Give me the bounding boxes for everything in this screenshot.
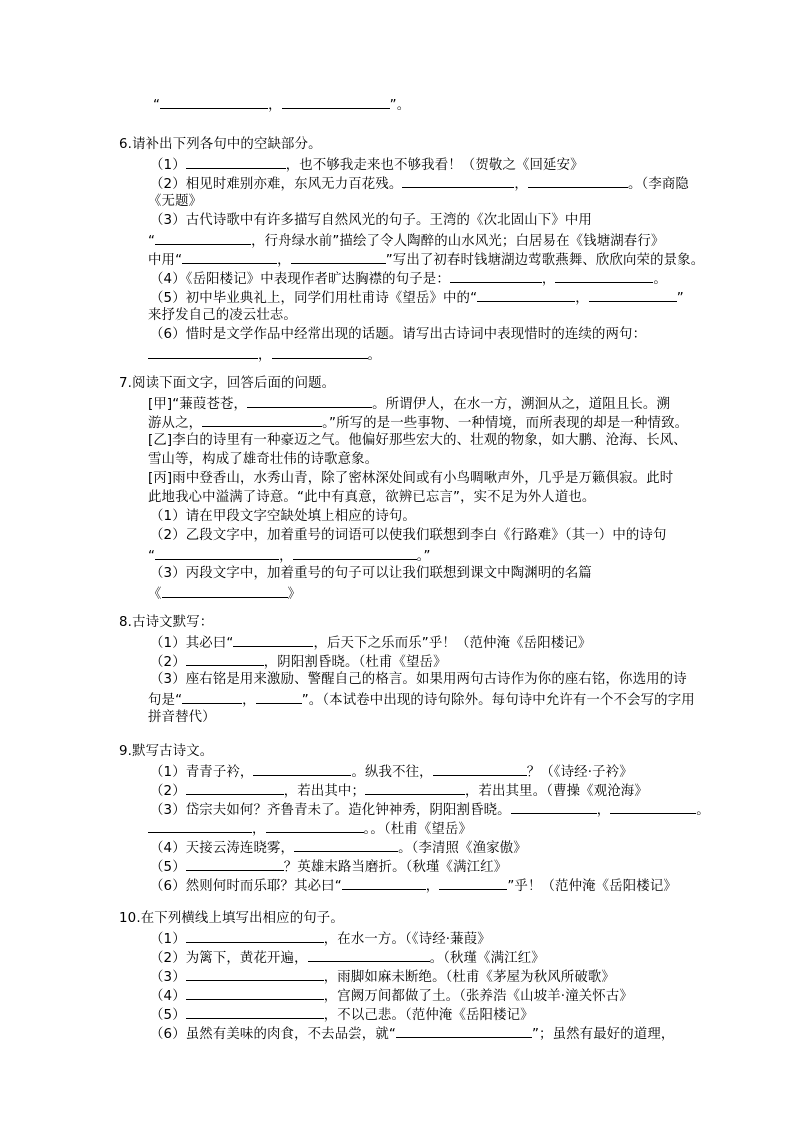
- blank[interactable]: [589, 287, 677, 302]
- q10-sub-3: （3） ，雨脚如麻未断绝。（杜甫《茅屋为秋风所破歌》: [150, 966, 615, 985]
- question-6-title: 6.请补出下列各句中的空缺部分。: [119, 137, 322, 152]
- question-9-title: 9.默写古诗文。: [119, 744, 214, 759]
- q10-sub-4: （4） ，宫阙万间都做了土。（张养浩《山坡羊·潼关怀古》: [150, 985, 633, 1004]
- blank[interactable]: [186, 651, 264, 666]
- q7-para-jia: [甲]“蒹葭苍苍， 。所谓伊人，在水一方，溯洄从之，道阻且长。溯: [148, 393, 670, 412]
- blank[interactable]: [282, 94, 390, 109]
- q7-para-bing-cont: 此地我心中溢满了诗意。“此中有真意，欲辨已忘言”，实不足为外人道也。: [148, 490, 596, 505]
- blank[interactable]: [186, 1004, 324, 1019]
- q10-sub-5: （5） ，不以己悲。（范仲淹《岳阳楼记》: [150, 1004, 534, 1023]
- blank[interactable]: [610, 799, 696, 814]
- blank[interactable]: [182, 249, 277, 264]
- blank[interactable]: [253, 761, 351, 776]
- q6-item-2: （2）相见时难别亦难，东风无力百花残。 ， 。（李商隐: [150, 173, 689, 192]
- q7-para-jia-cont: 游从之， 。”所写的是一些事物、一种情境，而所表现的却是一种情致。: [148, 412, 688, 431]
- question-10-title: 10.在下列横线上填写出相应的句子。: [119, 911, 344, 926]
- q7-sub-3-cont: 《 》: [148, 583, 301, 602]
- blank[interactable]: [186, 966, 324, 981]
- q7-sub-2: （2）乙段文字中，加着重号的词语可以使我们联想到李白《行路难》（其一）中的诗句: [150, 528, 667, 543]
- q7-sub-3: （3）丙段文字中，加着重号的句子可以让我们联想到课文中陶渊明的名篇: [150, 566, 592, 581]
- blank[interactable]: [266, 818, 364, 833]
- q9-sub-3: （3）岱宗夫如何？齐鲁青未了。造化钟神秀，阴阳割昏晓。 ， 。: [150, 799, 710, 818]
- blank[interactable]: [396, 1023, 532, 1038]
- blank[interactable]: [342, 875, 426, 890]
- blank[interactable]: [477, 287, 575, 302]
- q7-sub-2-cont: “ ， 。”: [148, 545, 431, 564]
- question-8-title: 8.古诗文默写：: [119, 615, 214, 630]
- blank[interactable]: [272, 344, 368, 359]
- blank[interactable]: [148, 344, 258, 359]
- blank[interactable]: [233, 632, 313, 647]
- blank[interactable]: [202, 412, 322, 427]
- blank[interactable]: [186, 154, 286, 169]
- blank[interactable]: [155, 545, 279, 560]
- blank[interactable]: [528, 173, 628, 188]
- blank[interactable]: [186, 780, 284, 795]
- q8-sub-1: （1）其必曰“ ，后天下之乐而乐”乎！（范仲淹《岳阳楼记》: [150, 632, 591, 651]
- blank[interactable]: [293, 545, 417, 560]
- blank[interactable]: [186, 856, 284, 871]
- blank[interactable]: [308, 947, 430, 962]
- blank[interactable]: [291, 249, 386, 264]
- q6-item-3: （3）古代诗歌中有许多描写自然风光的句子。王湾的《次北固山下》中用: [150, 213, 592, 228]
- blank[interactable]: [162, 583, 288, 598]
- blank[interactable]: [256, 689, 302, 704]
- q8-sub-3-cont: 句是“ ， ”。（本试卷中出现的诗句除外。每句诗中允许有一个不会写的字用: [148, 689, 695, 708]
- blank[interactable]: [294, 837, 398, 852]
- q9-sub-2: （2） ，若出其中； ，若出其里。（曹操《观沧海》: [150, 780, 648, 799]
- q8-sub-3: （3）座右铭是用来激励、警醒自己的格言。如果用两句古诗作为你的座右铭，你选用的诗: [150, 672, 687, 687]
- q6-item-5-cont: 来抒发自己的凌云壮志。: [148, 308, 297, 323]
- blank[interactable]: [186, 985, 324, 1000]
- blank[interactable]: [450, 268, 542, 283]
- q7-para-bing: [丙]雨中登香山，水秀山青，除了密林深处间或有小鸟啁啾声外，几乎是万籁俱寂。此时: [148, 471, 674, 486]
- q7-sub-1: （1）请在甲段文字空缺处填上相应的诗句。: [150, 509, 416, 524]
- q7-para-yi-cont: 雪山等，构成了雄奇壮伟的诗歌意象。: [148, 452, 379, 467]
- blank[interactable]: [511, 799, 597, 814]
- q10-sub-1: （1） ，在水一方。（《诗经·蒹葭》: [150, 928, 491, 947]
- blank[interactable]: [182, 689, 242, 704]
- blank[interactable]: [439, 875, 507, 890]
- top-continuation-line: “ ， ”。: [153, 94, 410, 113]
- q6-item-4: （4）《岳阳楼记》中表现作者旷达胸襟的句子是： ， 。: [150, 268, 667, 287]
- blank[interactable]: [247, 393, 372, 408]
- q6-item-3-cont2: 中用“ ， ”写出了初春时钱塘湖边莺歌燕舞、欣欣向荣的景象。: [148, 249, 704, 268]
- q6-item-6-cont: ， 。: [148, 344, 381, 363]
- q6-item-6: （6）惜时是文学作品中经常出现的话题。请写出古诗词中表现惜时的连续的两句：: [150, 327, 647, 342]
- q6-item-5: （5）初中毕业典礼上，同学们用杜甫诗《望岳》中的“ ， ”: [150, 287, 684, 306]
- q6-item-2-cont: 《无题》: [148, 194, 203, 209]
- blank[interactable]: [148, 818, 252, 833]
- q6-item-1: （1） ，也不够我走来也不够我看！（贺敬之《回延安》: [150, 154, 584, 173]
- blank[interactable]: [186, 928, 324, 943]
- q9-sub-1: （1）青青子衿， 。纵我不往， ？（《诗经·子衿》: [150, 761, 633, 780]
- q6-item-3-cont: “ ，行舟绿水前”描绘了令人陶醉的山水风光；白居易在《钱塘湖春行》: [148, 230, 664, 249]
- q9-sub-6: （6）然则何时而乐耶？其必曰“ ， ”乎！（范仲淹《岳阳楼记》: [150, 875, 677, 894]
- blank[interactable]: [365, 780, 465, 795]
- q8-sub-2: （2） ，阴阳割昏晓。（杜甫《望岳》: [150, 651, 447, 670]
- q10-sub-6: （6）虽然有美味的肉食，不去品尝，就“ ”；虽然有最好的道理，: [150, 1023, 674, 1042]
- blank[interactable]: [555, 268, 653, 283]
- q7-para-yi: [乙]李白的诗里有一种豪迈之气。他偏好那些宏大的、壮观的物象，如大鹏、沧海、长风、: [148, 433, 687, 448]
- blank[interactable]: [433, 761, 527, 776]
- blank[interactable]: [402, 173, 514, 188]
- blank[interactable]: [160, 94, 268, 109]
- q8-sub-3-cont2: 拼音替代）: [148, 710, 216, 725]
- q10-sub-2: （2）为篱下，黄花开遍， 。（秋瑾《满江红》: [150, 947, 545, 966]
- q9-sub-3-cont: ， 。。（杜甫《望岳》: [148, 818, 472, 837]
- q9-sub-5: （5） ？英雄末路当磨折。（秋瑾《满江红》: [150, 856, 507, 875]
- question-7-title: 7.阅读下面文字，回答后面的问题。: [119, 376, 336, 391]
- blank[interactable]: [155, 230, 251, 245]
- q9-sub-4: （4）天接云涛连晓雾， 。（李清照《渔家傲》: [150, 837, 527, 856]
